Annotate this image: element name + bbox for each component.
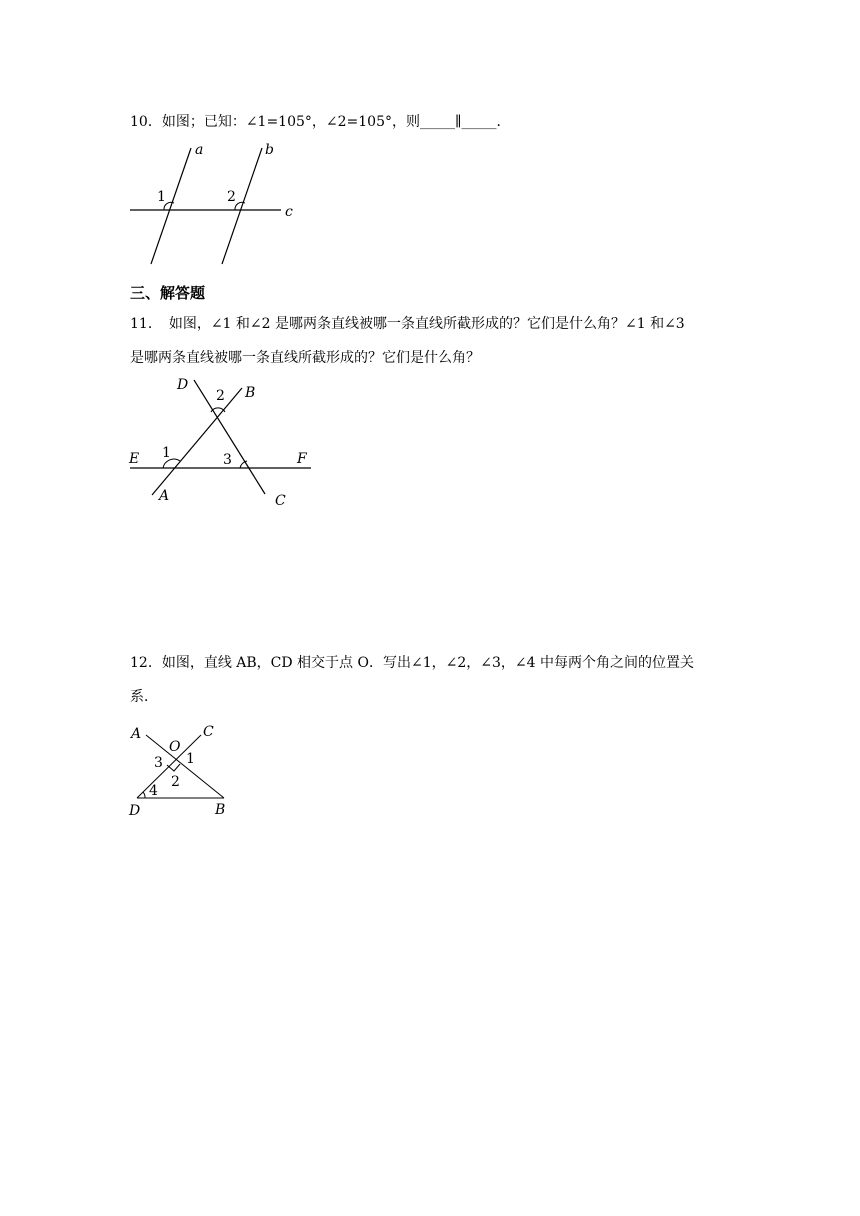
label-O: O: [169, 739, 181, 755]
label-angle2: 2: [216, 388, 225, 404]
q12-figure: [125, 718, 245, 823]
label-B: B: [215, 802, 226, 818]
line-AB: [152, 388, 242, 495]
section-heading: 三、解答题: [130, 284, 206, 302]
angle4-arc: [143, 792, 145, 798]
q12-line2: 系．: [130, 689, 158, 705]
label-C: C: [275, 493, 286, 509]
label-angle4: 4: [149, 783, 158, 799]
line-b: [222, 148, 262, 264]
label-F: F: [297, 451, 307, 467]
label-angle1: 1: [186, 751, 195, 767]
label-D: D: [129, 803, 141, 819]
label-D: D: [177, 377, 189, 393]
label-c: c: [285, 204, 293, 220]
label-angle3: 3: [223, 452, 232, 468]
q12-line1: 12．如图，直线 AB，CD 相交于点 O．写出∠1，∠2，∠3，∠4 中每两个角之间的位置关: [130, 655, 694, 671]
label-angle2: 2: [171, 774, 180, 790]
label-angle1: 1: [162, 445, 171, 461]
label-a: a: [195, 142, 204, 158]
label-angle2: 2: [227, 189, 236, 205]
label-A: A: [159, 488, 170, 504]
label-C: C: [203, 724, 214, 740]
right-angle-mark: [167, 764, 180, 771]
q10-text: 10．如图；已知：∠1=105°，∠2=105°，则_____∥_____．: [130, 114, 511, 130]
q11-line2: 是哪两条直线被哪一条直线所截形成的？它们是什么角？: [130, 350, 480, 366]
label-B: B: [245, 385, 256, 401]
label-A: A: [131, 726, 142, 742]
q11-figure: [125, 375, 325, 510]
q11-line1: 11． 如图，∠1 和∠2 是哪两条直线被哪一条直线所截形成的？它们是什么角？∠1 和∠3: [130, 316, 685, 332]
label-E: E: [129, 451, 140, 467]
line-a: [151, 148, 191, 264]
label-angle3: 3: [154, 755, 163, 771]
label-b: b: [265, 142, 274, 158]
label-angle1: 1: [157, 189, 166, 205]
q10-figure: [125, 140, 325, 270]
